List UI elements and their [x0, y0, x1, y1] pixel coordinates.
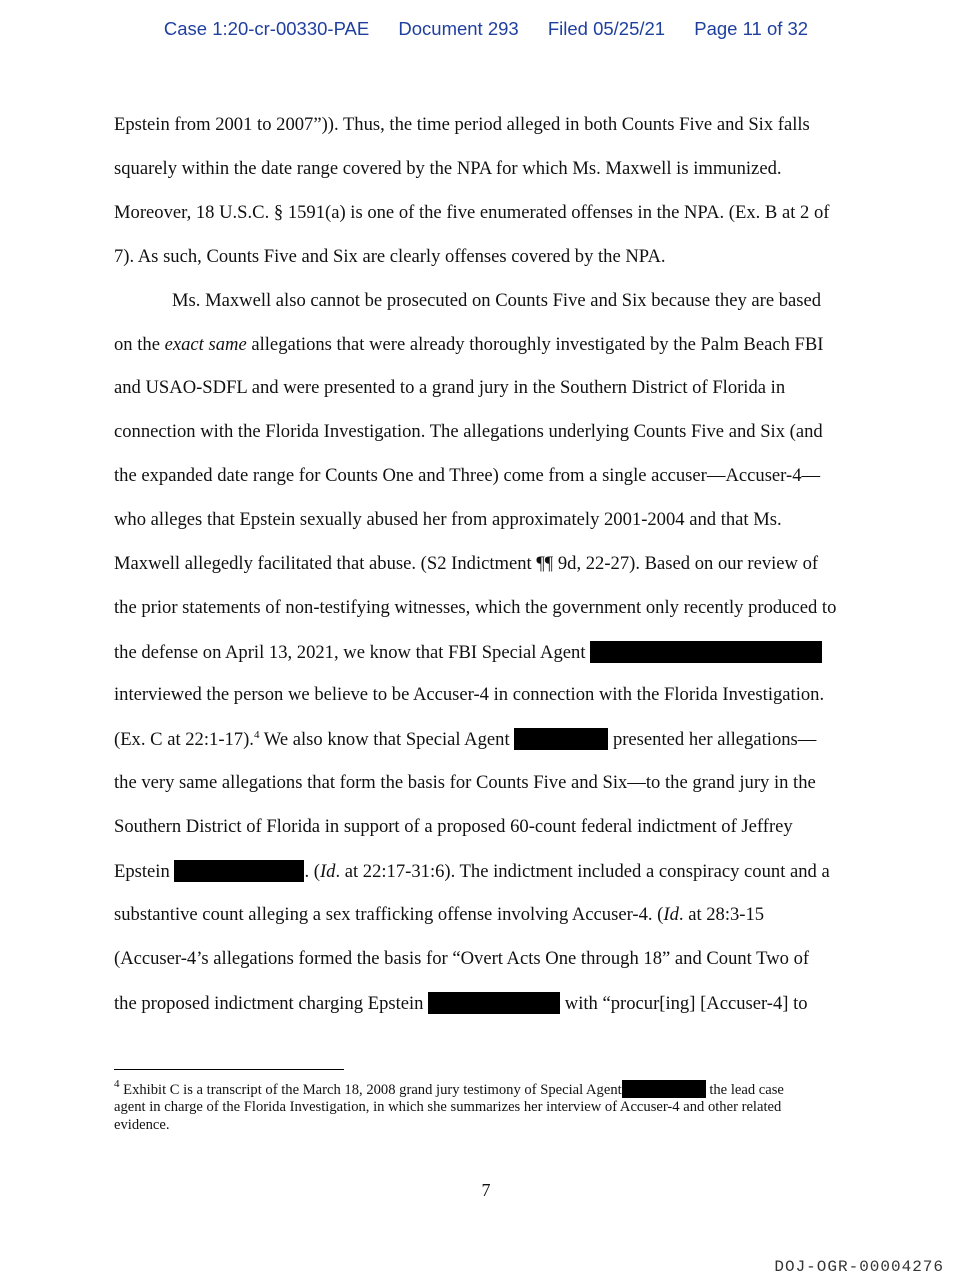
text: with “procur[ing] [Accuser-4] to [564, 993, 808, 1014]
body-line [114, 904, 764, 926]
text: Exhibit C is a transcript of the March 18, 2008 grand jury testimony of Special Agent [119, 1082, 622, 1098]
body-line [114, 728, 816, 751]
redaction [590, 641, 822, 663]
text: on the [114, 334, 165, 355]
footnote-number: 4 [114, 1078, 120, 1090]
body-line [114, 860, 830, 883]
bates-number: DOJ-OGR-00004276 [774, 1258, 944, 1276]
body-line: interviewed the person we believe to be Accuser-4 in connection with the Florida Investigation. [114, 684, 825, 705]
text: the defense on April 13, 2021, we know that FBI Special Agent [114, 642, 586, 663]
page-number: 7 [481, 1180, 491, 1200]
footnote-divider [114, 1069, 344, 1070]
text: We also know that Special Agent [259, 729, 510, 750]
body-line: (Accuser-4’s allegations formed the basis for “Overt Acts One through 18” and Count Two of [114, 948, 810, 969]
body-line [114, 334, 823, 356]
footnote-ref: 4 [253, 729, 260, 741]
text: the proposed indictment charging Epstein [114, 993, 424, 1014]
body-line: who alleges that Epstein sexually abused her from approximately 2001-2004 and that Ms. [114, 509, 782, 530]
body-line: Southern District of Florida in support of a proposed 60-count federal indictment of Jeffrey [114, 816, 793, 837]
page-of: Page 11 of 32 [694, 18, 809, 39]
case-number: Case 1:20-cr-00330-PAE [163, 18, 370, 39]
body-line: 7). As such, Counts Five and Six are clearly offenses covered by the NPA. [114, 246, 666, 267]
body-line: the very same allegations that form the basis for Counts Five and Six—to the grand jury in the [114, 772, 816, 793]
body-line: and USAO-SDFL and were presented to a grand jury in the Southern District of Florida in [114, 377, 786, 398]
footnote-line: agent in charge of the Florida Investigation, in which she summarizes her interview of Accuser-4 and other related [114, 1099, 782, 1115]
footnote-line [114, 1080, 784, 1099]
citation: Id [663, 904, 679, 925]
filed-date: Filed 05/25/21 [547, 18, 666, 39]
body-line: Ms. Maxwell also cannot be prosecuted on Counts Five and Six because they are based [172, 290, 822, 311]
body-line: Moreover, 18 U.S.C. § 1591(a) is one of the five enumerated offenses in the NPA. (Ex. B at 2 of [114, 202, 830, 223]
body-line: Maxwell allegedly facilitated that abuse. (S2 Indictment ¶¶ 9d, 22-27). Based on our review of [114, 553, 819, 574]
body-line [114, 992, 808, 1015]
text: . ( [304, 861, 320, 882]
redaction [622, 1080, 706, 1098]
case-header [0, 18, 972, 40]
citation: Id [319, 861, 336, 882]
document-number: Document 293 [398, 18, 519, 39]
body-line: the expanded date range for Counts One and Three) come from a single accuser—Accuser-4— [114, 465, 821, 486]
text: presented her allegations— [612, 729, 817, 750]
redaction [174, 860, 304, 882]
text: . at 28:3-15 [678, 904, 765, 925]
redaction [514, 728, 608, 750]
redaction [428, 992, 560, 1014]
body-line: Epstein from 2001 to 2007”)). Thus, the time period alleged in both Counts Five and Six falls [114, 114, 810, 135]
body-line [114, 641, 822, 664]
body-line: connection with the Florida Investigation. The allegations underlying Counts Five and Six (and [114, 421, 823, 442]
emphasis: exact same [164, 334, 247, 355]
text: (Ex. C at 22:1-17). [114, 729, 254, 750]
text: . at 22:17-31:6). The indictment included a conspiracy count and a [335, 861, 830, 882]
body-line: squarely within the date range covered by the NPA for which Ms. Maxwell is immunized. [114, 158, 782, 179]
body-line: the prior statements of non-testifying witnesses, which the government only recently produced to [114, 597, 837, 618]
text: substantive count alleging a sex trafficking offense involving Accuser-4. ( [114, 904, 664, 925]
footnote-line: evidence. [114, 1117, 170, 1133]
text: the lead case [705, 1082, 784, 1098]
text: Epstein [114, 861, 170, 882]
text: allegations that were already thoroughly investigated by the Palm Beach FBI [246, 334, 824, 355]
